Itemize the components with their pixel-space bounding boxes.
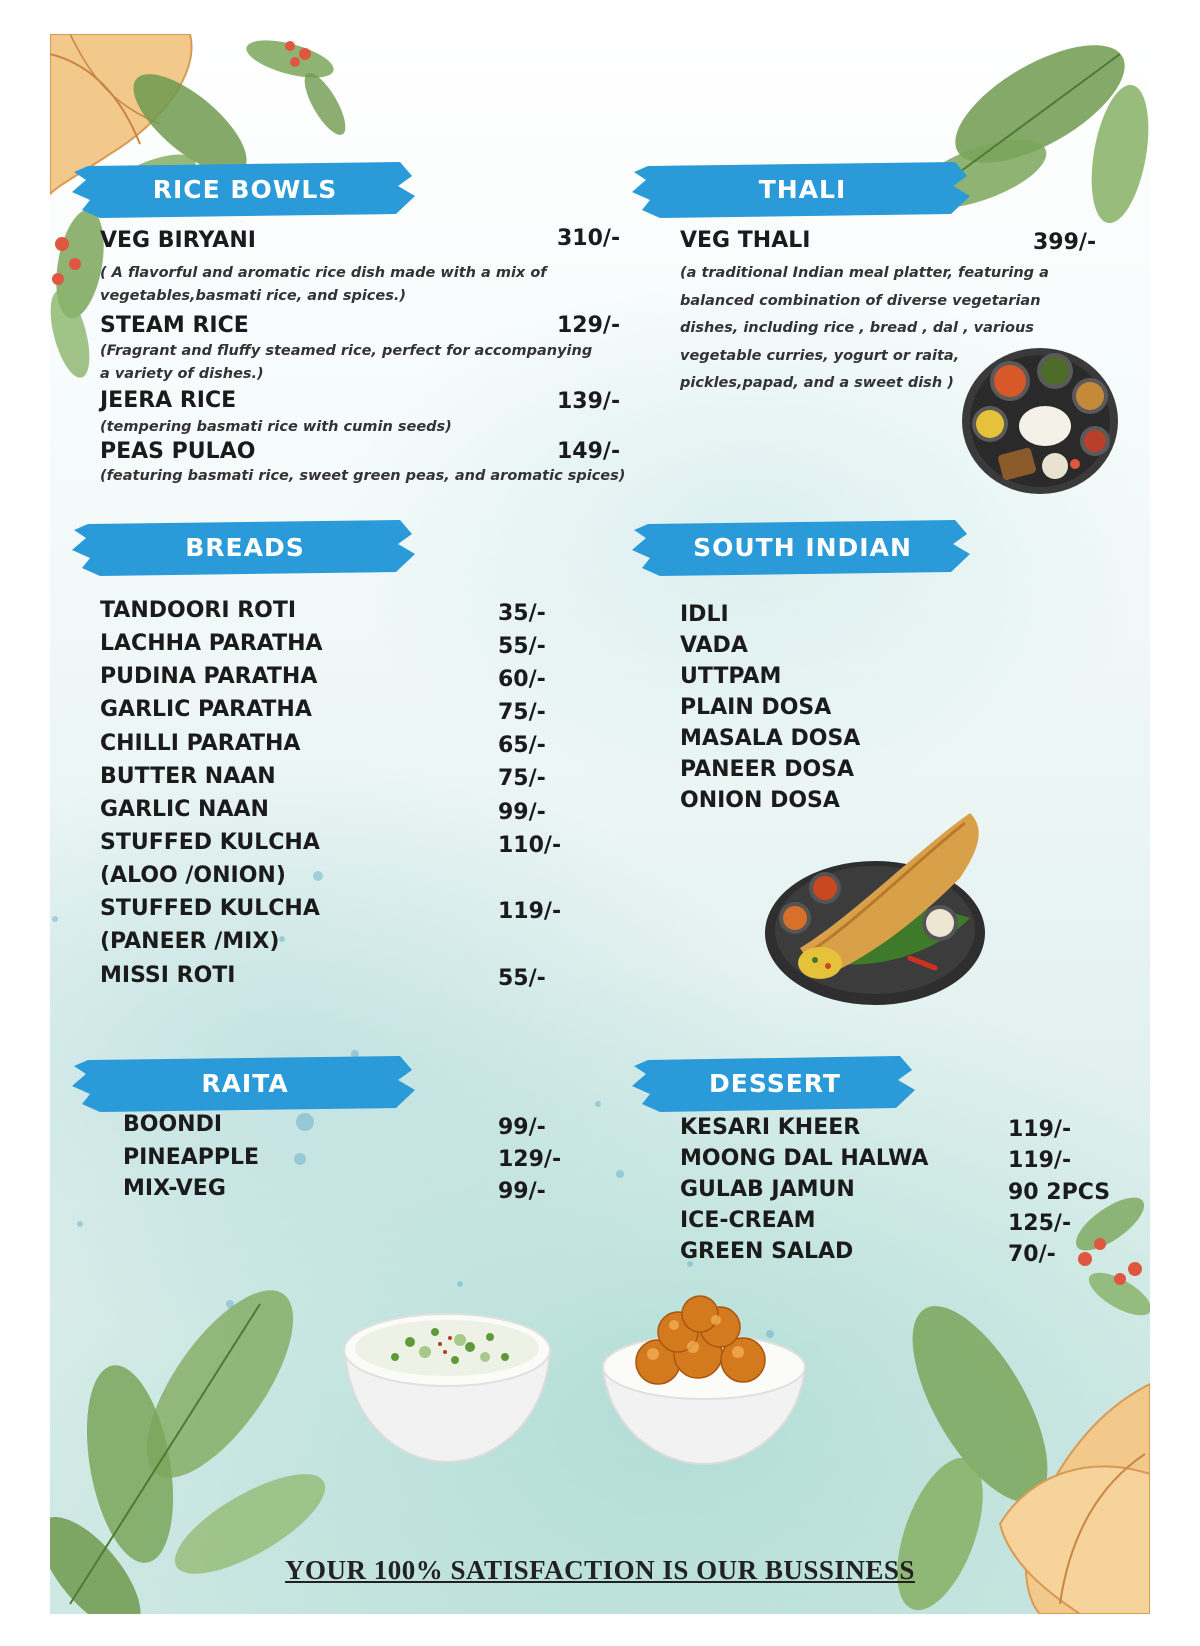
rice-bowls-banner xyxy=(70,156,420,222)
south-indian-banner xyxy=(630,514,975,580)
dessert-item-price: 119/- xyxy=(1008,1117,1072,1142)
raita-item-price: 129/- xyxy=(498,1147,562,1172)
description-line: a variety of dishes.) xyxy=(100,366,264,382)
thali-banner xyxy=(630,156,975,222)
bread-item-name: STUFFED KULCHA xyxy=(100,896,320,921)
rice-bowls-title: RICE BOWLS xyxy=(152,174,338,204)
dessert-item-name: MOONG DAL HALWA xyxy=(680,1146,929,1171)
dessert-item-price: 119/- xyxy=(1008,1148,1072,1173)
description-line: ( A flavorful and aromatic rice dish made with a mix of xyxy=(100,265,547,281)
bread-item-name: MISSI ROTI xyxy=(100,963,236,988)
breads-title: BREADS xyxy=(185,532,305,562)
dessert-item-name: ICE-CREAM xyxy=(680,1208,816,1233)
bread-item-name: LACHHA PARATHA xyxy=(100,631,323,656)
south-indian-item: PLAIN DOSA xyxy=(680,695,832,720)
bread-item-price: 75/- xyxy=(498,700,546,725)
dessert-item-name: KESARI KHEER xyxy=(680,1115,861,1140)
bread-item-price: 35/- xyxy=(498,601,546,626)
bread-item-name: GARLIC NAAN xyxy=(100,797,269,822)
south-indian-item: ONION DOSA xyxy=(680,788,840,813)
thali-plate-image xyxy=(960,346,1120,496)
description-line: pickles,papad, and a sweet dish ) xyxy=(680,375,954,391)
bread-item-price: 60/- xyxy=(498,667,546,692)
menu-page xyxy=(50,34,1150,1614)
south-indian-title: SOUTH INDIAN xyxy=(693,532,912,562)
bread-item-price: 55/- xyxy=(498,966,546,991)
description-line: (tempering basmati rice with cumin seeds) xyxy=(100,419,452,435)
description-line: vegetables,basmati rice, and spices.) xyxy=(100,288,406,304)
dessert-item-name: GULAB JAMUN xyxy=(680,1177,855,1202)
bread-item-subtitle: (ALOO /ONION) xyxy=(100,863,286,888)
bread-item-name: TANDOORI ROTI xyxy=(100,598,297,623)
dessert-item-price: 125/- xyxy=(1008,1211,1072,1236)
south-indian-item: UTTPAM xyxy=(680,664,782,689)
bread-item-price: 99/- xyxy=(498,800,546,825)
description-line: vegetable curries, yogurt or raita, xyxy=(680,347,960,364)
dessert-banner xyxy=(630,1050,920,1116)
menu-item-name: VEG THALI xyxy=(680,228,811,253)
bread-item-name: CHILLI PARATHA xyxy=(100,731,301,756)
bread-item-price: 55/- xyxy=(498,634,546,659)
bread-item-name: GARLIC PARATHA xyxy=(100,697,312,722)
bread-item-name: PUDINA PARATHA xyxy=(100,664,318,689)
dessert-item-name: GREEN SALAD xyxy=(680,1239,854,1264)
south-indian-item: PANEER DOSA xyxy=(680,757,855,782)
raita-title: RAITA xyxy=(201,1068,289,1098)
menu-item-name: JEERA RICE xyxy=(100,388,237,413)
bread-item-name: STUFFED KULCHA xyxy=(100,830,320,855)
south-indian-item: IDLI xyxy=(680,602,729,627)
top-leaf-sprig xyxy=(230,34,360,144)
menu-item-price: 399/- xyxy=(1033,230,1097,255)
bread-item-name: BUTTER NAAN xyxy=(100,764,276,789)
breads-banner xyxy=(70,514,420,580)
menu-item-price: 310/- xyxy=(557,226,621,251)
masala-dosa-plate-image xyxy=(760,808,995,1008)
raita-item-name: MIX-VEG xyxy=(123,1176,226,1201)
menu-item-name: VEG BIRYANI xyxy=(100,228,256,253)
description-line: (a traditional Indian meal platter, featuring a xyxy=(680,265,1049,281)
dessert-item-price: 70/- xyxy=(1008,1242,1056,1267)
dessert-item-price: 90 2PCS xyxy=(1008,1180,1111,1205)
description-line: (featuring basmati rice, sweet green peas, and aromatic spices) xyxy=(100,468,626,484)
menu-item-description xyxy=(100,416,452,439)
bread-item-subtitle: (PANEER /MIX) xyxy=(100,929,280,954)
menu-item-name: STEAM RICE xyxy=(100,313,249,338)
description-line: (Fragrant and fluffy steamed rice, perfect for accompanying xyxy=(100,343,593,359)
south-indian-item: VADA xyxy=(680,633,748,658)
description-line: balanced combination of diverse vegetarian xyxy=(680,292,1041,309)
description-line: dishes, including rice , bread , dal , various xyxy=(680,320,1034,336)
footer-tagline: YOUR 100% SATISFACTION IS OUR BUSSINESS xyxy=(285,1555,915,1585)
gulab-jamun-bowl-image xyxy=(598,1292,810,1467)
bread-item-price: 65/- xyxy=(498,733,546,758)
raita-item-price: 99/- xyxy=(498,1115,546,1140)
menu-item-price: 129/- xyxy=(557,313,621,338)
menu-item-description xyxy=(100,262,547,308)
raita-item-price: 99/- xyxy=(498,1179,546,1204)
menu-item-price: 139/- xyxy=(557,389,621,414)
raita-bowl-image xyxy=(340,1302,555,1467)
menu-item-price: 149/- xyxy=(557,439,621,464)
dessert-title: DESSERT xyxy=(709,1068,841,1098)
menu-item-description xyxy=(100,465,625,488)
menu-item-name: PEAS PULAO xyxy=(100,439,256,464)
bread-item-price: 75/- xyxy=(498,766,546,791)
menu-item-description xyxy=(100,340,592,386)
raita-item-name: BOONDI xyxy=(123,1112,223,1137)
raita-banner xyxy=(70,1050,420,1116)
raita-item-name: PINEAPPLE xyxy=(123,1145,260,1170)
bread-item-price: 119/- xyxy=(498,899,562,924)
thali-title: THALI xyxy=(758,174,847,204)
bread-item-price: 110/- xyxy=(498,833,562,858)
south-indian-item: MASALA DOSA xyxy=(680,726,861,751)
